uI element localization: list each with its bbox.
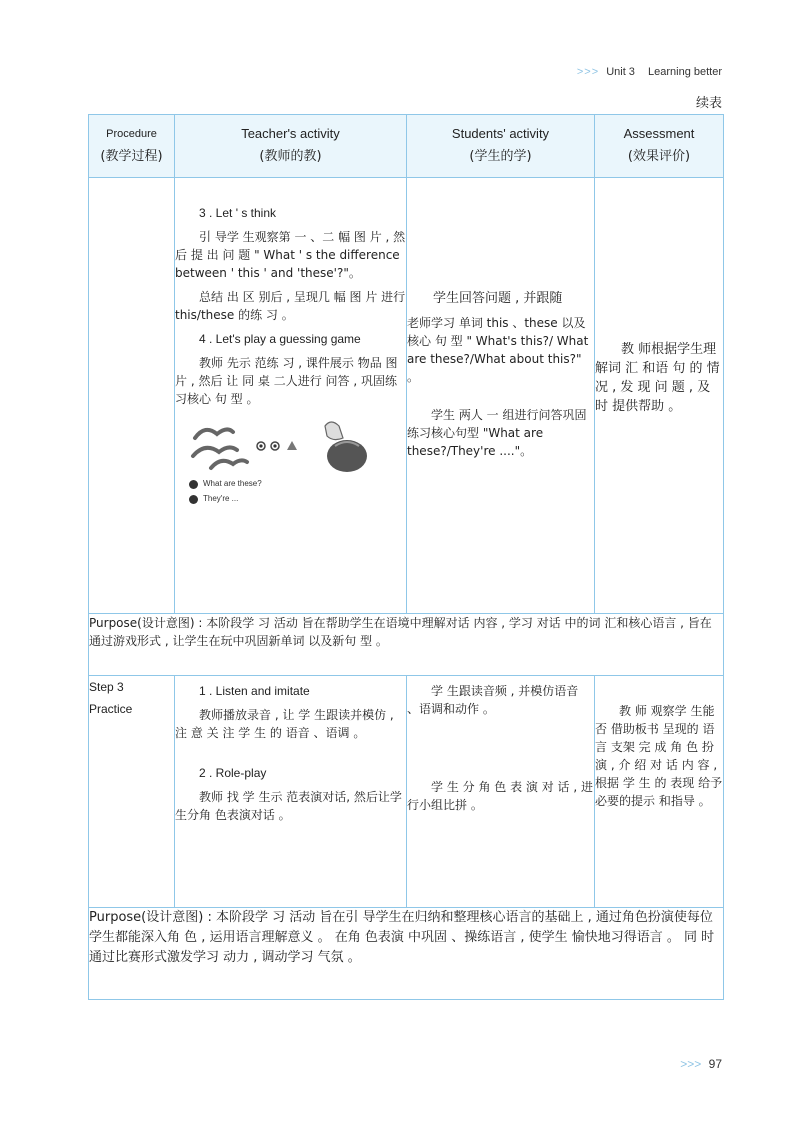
- assessment-text: 教 师 观察学 生能 否 借助板书 呈现的 语 言 支架 完 成 角 色 扮 演 , 介 绍 对 话 内 容 , 根据 学 生 的 表现 给予 必要的提示 和指导 。: [595, 704, 723, 808]
- assessment-text: 教 师根据学生理解词 汇 和语 句 的 情 况 , 发 现 问 题 , 及 时 提供帮助 。: [595, 342, 720, 414]
- activity-title: 1 . Listen and imitate: [199, 684, 310, 698]
- activity-text: 教师 先示 范练 习 , 课件展示 物品 图 片 , 然后 让 同 桌 二人进行 问答 , 巩固练 习核心 句 型 。: [175, 356, 398, 406]
- table-row: [89, 614, 724, 676]
- activity-text: 总结 出 区 别后 , 呈现几 幅 图 片 进行 this/these 的练 习 。: [175, 290, 406, 322]
- teacher-activity-header: Teacher's activity (教师的教): [175, 115, 407, 178]
- procedure-cell-empty: [89, 178, 175, 614]
- header-unit: Unit 3: [606, 66, 635, 78]
- students-activity-header: Students' activity (学生的学): [407, 115, 595, 178]
- step-cell: [89, 676, 175, 908]
- table-header-row: [89, 115, 724, 178]
- purpose-text: Purpose(设计意图) : 本阶段学 习 活动 旨在引 导学生在归纳和整理核心语言的基础上 , 通过角色扮演使每位学生都能深入角 色 , 运用语言理解意义 。 在角 色表演 中巩固 、操练语言 , 使学生 愉快地习得语言 。 同 时通过比赛形式激发学习 动力 , 调动学习 气氛 。: [89, 908, 724, 1000]
- activity-text: 引 导学 生观察第 一 、二 幅 图 片 , 然 后 提 出 问 题 " What ' s the difference between ' this ' and 'these'?"。: [175, 230, 406, 280]
- speech-line: They're ...: [203, 494, 239, 503]
- activity-text: 老师学习 单词 this 、these 以及核心 句 型 " What's this?/ What are these?/What about this?" 。: [407, 316, 589, 384]
- activity-text: 学生 两人 一 组进行问答巩固练习核心句型 "What are these?/They're ...."。: [407, 408, 587, 458]
- activity-title: 3 . Let ' s think: [199, 206, 276, 220]
- activity-text: 学 生跟读音频 , 并模仿语音 、语调和动作 。: [407, 684, 579, 716]
- avatar: [189, 480, 198, 489]
- activity-text: 学生回答问题 , 并跟随: [433, 291, 563, 306]
- assessment-header: Assessment (效果评价): [595, 115, 724, 178]
- teacher-activity-cell: [175, 676, 407, 908]
- table-row: [89, 908, 724, 1000]
- students-activity-cell: [407, 676, 595, 908]
- assessment-cell: [595, 676, 724, 908]
- activity-text: 学 生 分 角 色 表 演 对 话 , 进行小组比拼 。: [407, 780, 593, 812]
- page-number: 97: [708, 1057, 722, 1071]
- table-row: [89, 676, 724, 908]
- activity-text: 教师 找 学 生示 范表演对话, 然后让学生分角 色表演对话 。: [175, 790, 402, 822]
- step-name: Practice: [89, 702, 133, 716]
- page-footer: [680, 1057, 722, 1071]
- header-arrows: >>>: [576, 66, 600, 78]
- footer-arrows: >>>: [680, 1057, 702, 1071]
- students-activity-cell: [407, 178, 595, 614]
- assessment-cell: [595, 178, 724, 614]
- procedure-header: Procedure (教学过程): [89, 115, 175, 178]
- lesson-plan-table: [88, 114, 724, 1000]
- speech-line: What are these?: [203, 479, 262, 488]
- header-title: Learning better: [648, 66, 722, 78]
- activity-title: 2 . Role-play: [199, 766, 267, 780]
- objects-illustration-icon: [175, 416, 395, 476]
- activity-text: 教师播放录音 , 让 学 生跟读并模仿 , 注 意 关 注 学 生 的 语音 、语调 。: [175, 708, 394, 740]
- running-header: [577, 66, 722, 78]
- table-row: [89, 178, 724, 614]
- teacher-activity-cell: [175, 178, 407, 614]
- activity-title: 4 . Let's play a guessing game: [199, 332, 361, 346]
- purpose-text: Purpose(设计意图) : 本阶段学 习 活动 旨在帮助学生在语境中理解对话 内容 , 学习 对话 中的词 汇和核心语言 , 旨在通过游戏形式 , 让学生在玩中巩固新单词 以及新句 型 。: [89, 614, 724, 676]
- guessing-game-illustration: [175, 416, 406, 506]
- avatar: [189, 495, 198, 504]
- step-number: Step 3: [89, 680, 124, 694]
- continued-label: 续表: [695, 96, 722, 111]
